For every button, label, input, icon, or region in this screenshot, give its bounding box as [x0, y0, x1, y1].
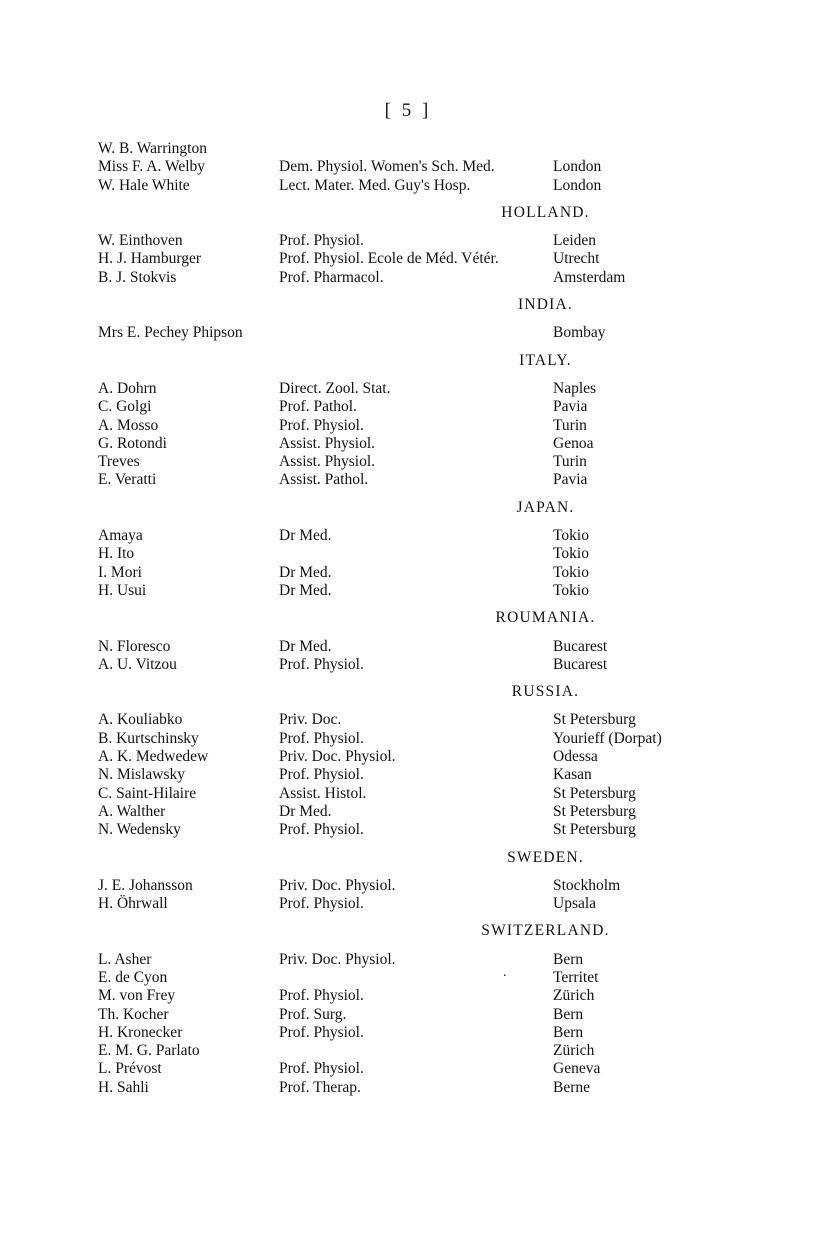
member-row	[98, 140, 798, 158]
member-name: A. U. Vitzou	[98, 655, 177, 673]
member-place: Bucarest	[553, 637, 608, 655]
member-position: Dr Med.	[279, 802, 332, 820]
member-place: Turin	[553, 453, 587, 471]
member-place: London	[553, 176, 602, 194]
member-place: Bern	[553, 1005, 584, 1023]
member-position: Priv. Doc. Physiol.	[279, 950, 396, 968]
member-row	[98, 730, 798, 748]
member-name: A. Dohrn	[98, 379, 157, 397]
member-place: Genoa	[553, 434, 594, 452]
member-position: Prof. Physiol.	[279, 416, 364, 434]
member-row	[98, 895, 798, 913]
member-row	[98, 545, 798, 563]
member-place: Leiden	[553, 232, 597, 250]
member-position: Prof. Physiol.	[279, 1023, 364, 1041]
member-position: Prof. Physiol.	[279, 987, 364, 1005]
member-row	[98, 987, 798, 1005]
member-position: Direct. Zool. Stat.	[279, 379, 391, 397]
member-row	[98, 582, 798, 600]
member-place: Zürich	[553, 987, 595, 1005]
member-name: Treves	[98, 453, 140, 471]
member-place: St Petersburg	[553, 711, 636, 729]
member-position: Dr Med.	[279, 581, 332, 599]
member-row	[98, 453, 798, 471]
member-name: H. Kronecker	[98, 1023, 183, 1041]
member-name: I. Mori	[98, 563, 142, 581]
member-position: Assist. Pathol.	[279, 471, 369, 489]
member-name: W. Einthoven	[98, 232, 183, 250]
member-position: Prof. Physiol.	[279, 766, 364, 784]
member-position: Prof. Physiol.	[279, 729, 364, 747]
member-row	[98, 158, 798, 176]
country-heading: SWEDEN.	[507, 848, 584, 866]
member-place: Bern	[553, 1023, 584, 1041]
member-name: N. Wedensky	[98, 821, 181, 839]
member-row	[98, 1024, 798, 1042]
member-name: Amaya	[98, 527, 143, 545]
member-position: Prof. Pathol.	[279, 398, 357, 416]
member-name: N. Floresco	[98, 637, 171, 655]
member-name: A. Kouliabko	[98, 711, 183, 729]
member-place: St Petersburg	[553, 784, 636, 802]
member-list	[98, 140, 798, 1097]
member-position: Prof. Pharmacol.	[279, 268, 384, 286]
member-row	[98, 250, 798, 268]
member-position: Prof. Physiol.	[279, 232, 364, 250]
member-name: E. M. G. Parlato	[98, 1042, 200, 1060]
member-place: Naples	[553, 379, 597, 397]
member-place: St Petersburg	[553, 821, 636, 839]
member-name: Mrs E. Pechey Phipson	[98, 324, 243, 342]
member-row	[98, 969, 798, 987]
member-name: E. de Cyon	[98, 968, 168, 986]
country-heading: ITALY.	[519, 351, 572, 369]
member-name: B. Kurtschinsky	[98, 729, 199, 747]
member-place: Tokio	[553, 527, 589, 545]
member-place: Berne	[553, 1078, 591, 1096]
member-position: Assist. Histol.	[279, 784, 367, 802]
member-place: Zürich	[553, 1042, 595, 1060]
country-heading: RUSSIA.	[511, 683, 580, 701]
member-name: J. E. Johansson	[98, 876, 193, 894]
member-row	[98, 564, 798, 582]
member-row	[98, 656, 798, 674]
member-position: Assist. Physiol.	[279, 434, 376, 452]
member-row	[98, 803, 798, 821]
member-name: A. K. Medwedew	[98, 748, 209, 766]
member-row	[98, 232, 798, 250]
member-row	[98, 638, 798, 656]
member-place: Tokio	[553, 581, 589, 599]
member-name: H. Ito	[98, 545, 135, 563]
member-name: H. Sahli	[98, 1078, 149, 1096]
member-name: G. Rotondi	[98, 434, 167, 452]
member-row	[98, 766, 798, 784]
member-position: Dr Med.	[279, 527, 332, 545]
member-name: Miss F. A. Welby	[98, 158, 206, 176]
member-place: Utrecht	[553, 250, 600, 268]
member-position: Priv. Doc.	[279, 711, 342, 729]
member-name: A. Walther	[98, 802, 166, 820]
member-row	[98, 380, 798, 398]
member-position: Prof. Physiol. Ecole de Méd. Vétér.	[279, 250, 499, 268]
member-place: Turin	[553, 416, 587, 434]
member-row	[98, 471, 798, 489]
member-place: Tokio	[553, 545, 589, 563]
member-row	[98, 398, 798, 416]
member-position: Prof. Physiol.	[279, 821, 364, 839]
member-name: N. Mislawsky	[98, 766, 185, 784]
member-position: Prof. Physiol.	[279, 655, 364, 673]
member-name: A. Mosso	[98, 416, 159, 434]
member-name: E. Veratti	[98, 471, 157, 489]
country-heading: JAPAN.	[516, 498, 575, 516]
member-position: Priv. Doc. Physiol.	[279, 876, 396, 894]
member-place: Territet	[553, 968, 599, 986]
member-row	[98, 877, 798, 895]
country-heading: SWITZERLAND.	[481, 922, 610, 940]
member-place: St Petersburg	[553, 802, 636, 820]
member-position: Dr Med.	[279, 563, 332, 581]
page-number: [ 5 ]	[384, 100, 432, 121]
member-position: Dr Med.	[279, 637, 332, 655]
member-position: Assist. Physiol.	[279, 453, 376, 471]
member-place: Upsala	[553, 895, 597, 913]
member-row	[98, 1079, 798, 1097]
member-place: Bern	[553, 950, 584, 968]
member-name: H. J. Hamburger	[98, 250, 202, 268]
member-name: L. Asher	[98, 950, 152, 968]
member-row	[98, 748, 798, 766]
member-row	[98, 435, 798, 453]
member-row	[98, 785, 798, 803]
member-name: C. Golgi	[98, 398, 152, 416]
member-name: Th. Kocher	[98, 1005, 169, 1023]
country-heading: INDIA.	[518, 296, 573, 314]
member-position: Lect. Mater. Med. Guy's Hosp.	[279, 176, 471, 194]
member-place: London	[553, 158, 602, 176]
member-row	[98, 417, 798, 435]
member-row	[98, 711, 798, 729]
member-place: Bucarest	[553, 655, 608, 673]
member-position: Priv. Doc. Physiol.	[279, 748, 396, 766]
member-row	[98, 951, 798, 969]
member-name: B. J. Stokvis	[98, 268, 177, 286]
member-row	[98, 324, 798, 342]
member-position: Prof. Physiol.	[279, 1060, 364, 1078]
member-place: Amsterdam	[553, 268, 626, 286]
member-position: Prof. Physiol.	[279, 895, 364, 913]
country-heading: HOLLAND.	[501, 203, 590, 221]
member-place: Tokio	[553, 563, 589, 581]
member-place: Geneva	[553, 1060, 601, 1078]
member-position: Prof. Surg.	[279, 1005, 347, 1023]
member-place: Pavia	[553, 471, 588, 489]
member-row	[98, 527, 798, 545]
member-place: Pavia	[553, 398, 588, 416]
member-name: H. Öhrwall	[98, 895, 168, 913]
member-position: Prof. Therap.	[279, 1078, 361, 1096]
member-position: Dem. Physiol. Women's Sch. Med.	[279, 158, 495, 176]
member-row	[98, 1042, 798, 1060]
member-name: L. Prévost	[98, 1060, 162, 1078]
member-name: W. Hale White	[98, 176, 190, 194]
member-name: H. Usui	[98, 581, 147, 599]
member-place: Stockholm	[553, 876, 621, 894]
member-name: M. von Frey	[98, 987, 176, 1005]
member-row	[98, 1060, 798, 1078]
member-row	[98, 177, 798, 195]
member-row	[98, 269, 798, 287]
member-place: Yourieff (Dorpat)	[553, 729, 662, 747]
member-row	[98, 821, 798, 839]
member-name: W. B. Warrington	[98, 140, 207, 157]
country-heading: ROUMANIA.	[495, 609, 596, 627]
member-place: Kasan	[553, 766, 592, 784]
stray-dot: .	[503, 965, 507, 980]
member-name: C. Saint-Hilaire	[98, 784, 197, 802]
member-place: Odessa	[553, 748, 598, 766]
member-place: Bombay	[553, 324, 606, 342]
member-row	[98, 1006, 798, 1024]
